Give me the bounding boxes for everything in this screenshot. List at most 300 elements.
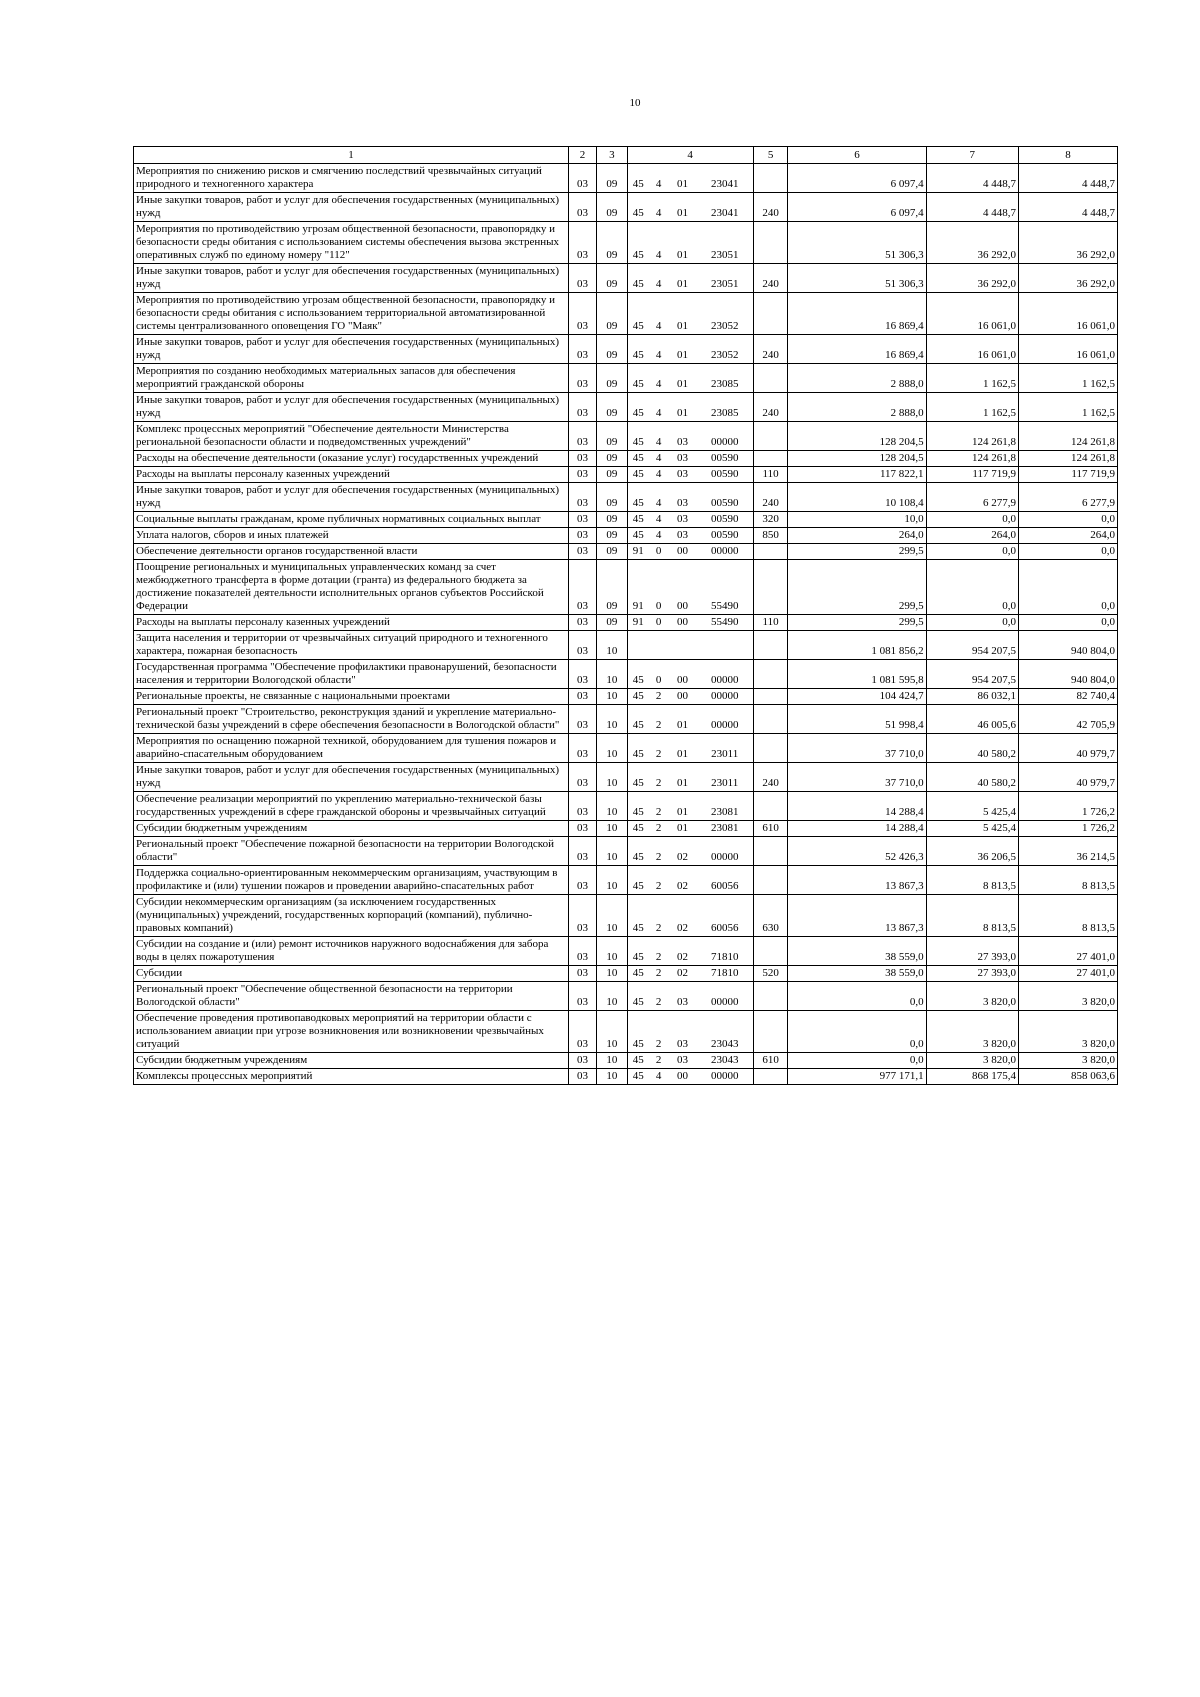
header-col-6: 6 — [788, 147, 926, 164]
cell-section: 03 — [568, 1069, 596, 1085]
cell-structure: 0 — [649, 615, 669, 631]
cell-amount-col7: 16 061,0 — [926, 335, 1018, 364]
cell-amount-col6: 1 081 856,2 — [788, 631, 926, 660]
header-col-8: 8 — [1018, 147, 1117, 164]
cell-program: 45 — [627, 689, 649, 705]
cell-structure: 2 — [649, 837, 669, 866]
cell-amount-col8: 16 061,0 — [1018, 335, 1117, 364]
cell-amount-col8: 8 813,5 — [1018, 895, 1117, 937]
cell-section: 03 — [568, 734, 596, 763]
cell-direction: 00000 — [697, 689, 754, 705]
cell-amount-col8: 0,0 — [1018, 615, 1117, 631]
cell-name: Мероприятия по противодействию угрозам общественной безопасности, правопорядку и безопасности среды обитания с использованием системы обеспечения вызова экстренных оперативных служб по единому номеру "112" — [134, 222, 569, 264]
cell-direction: 00000 — [697, 422, 754, 451]
cell-amount-col7: 3 820,0 — [926, 1053, 1018, 1069]
cell-amount-col8: 3 820,0 — [1018, 1011, 1117, 1053]
table-row — [134, 264, 1118, 293]
cell-expense-type: 610 — [753, 1053, 788, 1069]
cell-section: 03 — [568, 483, 596, 512]
cell-direction: 23081 — [697, 792, 754, 821]
cell-amount-col6: 38 559,0 — [788, 966, 926, 982]
cell-element: 03 — [668, 467, 696, 483]
cell-element: 00 — [668, 1069, 696, 1085]
cell-name: Мероприятия по созданию необходимых материальных запасов для обеспечения мероприятий гражданской обороны — [134, 364, 569, 393]
table-row — [134, 393, 1118, 422]
cell-structure: 4 — [649, 467, 669, 483]
table-row — [134, 483, 1118, 512]
cell-section: 03 — [568, 631, 596, 660]
cell-expense-type: 240 — [753, 483, 788, 512]
cell-section: 03 — [568, 792, 596, 821]
cell-expense-type — [753, 705, 788, 734]
cell-structure: 4 — [649, 364, 669, 393]
cell-expense-type — [753, 734, 788, 763]
cell-name: Расходы на выплаты персоналу казенных учреждений — [134, 467, 569, 483]
cell-expense-type — [753, 451, 788, 467]
cell-amount-col8: 36 214,5 — [1018, 837, 1117, 866]
cell-program: 45 — [627, 982, 649, 1011]
cell-amount-col7: 117 719,9 — [926, 467, 1018, 483]
cell-direction: 00590 — [697, 512, 754, 528]
cell-structure: 2 — [649, 705, 669, 734]
cell-expense-type: 240 — [753, 763, 788, 792]
cell-subsection: 09 — [597, 560, 627, 615]
cell-amount-col8: 0,0 — [1018, 544, 1117, 560]
table-row — [134, 763, 1118, 792]
cell-expense-type — [753, 792, 788, 821]
cell-amount-col7: 954 207,5 — [926, 660, 1018, 689]
cell-name: Иные закупки товаров, работ и услуг для обеспечения государственных (муниципальных) нужд — [134, 264, 569, 293]
cell-amount-col6: 117 822,1 — [788, 467, 926, 483]
cell-element: 02 — [668, 937, 696, 966]
cell-section: 03 — [568, 937, 596, 966]
cell-expense-type: 240 — [753, 335, 788, 364]
cell-subsection: 09 — [597, 483, 627, 512]
table-row — [134, 544, 1118, 560]
cell-subsection: 09 — [597, 335, 627, 364]
cell-amount-col6: 13 867,3 — [788, 895, 926, 937]
cell-subsection: 09 — [597, 544, 627, 560]
cell-structure — [649, 631, 669, 660]
cell-amount-col7: 46 005,6 — [926, 705, 1018, 734]
table-row — [134, 293, 1118, 335]
cell-structure: 2 — [649, 1053, 669, 1069]
cell-element: 01 — [668, 364, 696, 393]
cell-structure: 4 — [649, 222, 669, 264]
cell-program: 45 — [627, 528, 649, 544]
table-row — [134, 560, 1118, 615]
header-col-4: 4 — [627, 147, 753, 164]
cell-amount-col7: 1 162,5 — [926, 364, 1018, 393]
cell-element: 02 — [668, 866, 696, 895]
cell-amount-col7: 40 580,2 — [926, 763, 1018, 792]
cell-amount-col6: 51 306,3 — [788, 222, 926, 264]
cell-element: 01 — [668, 734, 696, 763]
cell-amount-col7: 8 813,5 — [926, 895, 1018, 937]
table-row — [134, 689, 1118, 705]
cell-amount-col7: 36 206,5 — [926, 837, 1018, 866]
cell-subsection: 10 — [597, 689, 627, 705]
cell-direction: 55490 — [697, 615, 754, 631]
cell-amount-col8: 36 292,0 — [1018, 264, 1117, 293]
cell-section: 03 — [568, 821, 596, 837]
cell-name: Региональные проекты, не связанные с национальными проектами — [134, 689, 569, 705]
cell-amount-col8: 27 401,0 — [1018, 966, 1117, 982]
cell-element: 02 — [668, 966, 696, 982]
cell-amount-col8: 0,0 — [1018, 512, 1117, 528]
cell-amount-col6: 14 288,4 — [788, 792, 926, 821]
cell-element: 02 — [668, 895, 696, 937]
cell-expense-type — [753, 364, 788, 393]
cell-amount-col8: 42 705,9 — [1018, 705, 1117, 734]
cell-section: 03 — [568, 364, 596, 393]
cell-amount-col8: 8 813,5 — [1018, 866, 1117, 895]
cell-structure: 0 — [649, 544, 669, 560]
cell-structure: 2 — [649, 895, 669, 937]
cell-program: 45 — [627, 734, 649, 763]
cell-amount-col6: 1 081 595,8 — [788, 660, 926, 689]
cell-amount-col7: 264,0 — [926, 528, 1018, 544]
cell-amount-col8: 1 726,2 — [1018, 792, 1117, 821]
cell-name: Субсидии на создание и (или) ремонт источников наружного водоснабжения для забора воды в целях пожаротушения — [134, 937, 569, 966]
cell-expense-type — [753, 982, 788, 1011]
cell-amount-col8: 1 726,2 — [1018, 821, 1117, 837]
cell-element — [668, 631, 696, 660]
table-row — [134, 631, 1118, 660]
cell-amount-col8: 16 061,0 — [1018, 293, 1117, 335]
cell-name: Обеспечение реализации мероприятий по укреплению материально-технической базы государственных учреждений в сфере гражданской обороны и чрезвычайных ситуаций — [134, 792, 569, 821]
cell-program: 91 — [627, 560, 649, 615]
cell-structure: 2 — [649, 821, 669, 837]
cell-name: Региональный проект "Обеспечение пожарной безопасности на территории Вологодской области" — [134, 837, 569, 866]
cell-direction: 23051 — [697, 264, 754, 293]
cell-amount-col6: 977 171,1 — [788, 1069, 926, 1085]
cell-section: 03 — [568, 705, 596, 734]
cell-structure: 4 — [649, 451, 669, 467]
cell-program: 45 — [627, 821, 649, 837]
table-row — [134, 193, 1118, 222]
cell-direction: 23081 — [697, 821, 754, 837]
cell-structure: 4 — [649, 335, 669, 364]
cell-direction: 23041 — [697, 193, 754, 222]
page-number: 10 — [629, 97, 641, 109]
cell-element: 03 — [668, 528, 696, 544]
cell-name: Поощрение региональных и муниципальных управленческих команд за счет межбюджетного трансферта в форме дотации (гранта) из федерального бюджета за достижение показателей деятельности исполнительных органов субъектов Российской Федерации — [134, 560, 569, 615]
cell-section: 03 — [568, 966, 596, 982]
cell-structure: 4 — [649, 512, 669, 528]
cell-amount-col7: 954 207,5 — [926, 631, 1018, 660]
cell-amount-col8: 1 162,5 — [1018, 393, 1117, 422]
table-body — [134, 164, 1118, 1085]
cell-direction: 23011 — [697, 734, 754, 763]
cell-expense-type — [753, 560, 788, 615]
cell-expense-type — [753, 1069, 788, 1085]
cell-program: 45 — [627, 1069, 649, 1085]
cell-name: Расходы на обеспечение деятельности (оказание услуг) государственных учреждений — [134, 451, 569, 467]
cell-subsection: 10 — [597, 734, 627, 763]
cell-direction: 00590 — [697, 451, 754, 467]
table-row — [134, 335, 1118, 364]
cell-subsection: 09 — [597, 364, 627, 393]
cell-structure: 4 — [649, 193, 669, 222]
cell-amount-col6: 51 998,4 — [788, 705, 926, 734]
cell-amount-col7: 4 448,7 — [926, 164, 1018, 193]
cell-section: 03 — [568, 512, 596, 528]
cell-structure: 2 — [649, 866, 669, 895]
cell-direction: 23052 — [697, 335, 754, 364]
cell-structure: 2 — [649, 763, 669, 792]
cell-name: Субсидии — [134, 966, 569, 982]
cell-amount-col7: 868 175,4 — [926, 1069, 1018, 1085]
cell-subsection: 10 — [597, 631, 627, 660]
cell-element: 00 — [668, 689, 696, 705]
cell-name: Уплата налогов, сборов и иных платежей — [134, 528, 569, 544]
cell-expense-type — [753, 1011, 788, 1053]
cell-subsection: 10 — [597, 705, 627, 734]
cell-program: 45 — [627, 837, 649, 866]
cell-element: 03 — [668, 982, 696, 1011]
table-row — [134, 528, 1118, 544]
cell-name: Обеспечение деятельности органов государственной власти — [134, 544, 569, 560]
cell-expense-type: 610 — [753, 821, 788, 837]
budget-table — [133, 146, 1118, 1085]
cell-section: 03 — [568, 982, 596, 1011]
cell-element: 01 — [668, 335, 696, 364]
cell-expense-type: 630 — [753, 895, 788, 937]
cell-program: 45 — [627, 293, 649, 335]
cell-program: 45 — [627, 467, 649, 483]
cell-name: Расходы на выплаты персоналу казенных учреждений — [134, 615, 569, 631]
cell-amount-col7: 4 448,7 — [926, 193, 1018, 222]
cell-amount-col7: 5 425,4 — [926, 821, 1018, 837]
cell-name: Субсидии некоммерческим организациям (за исключением государственных (муниципальных) учреждений, государственных корпораций (компаний), публично-правовых компаний) — [134, 895, 569, 937]
table-row — [134, 222, 1118, 264]
cell-amount-col8: 6 277,9 — [1018, 483, 1117, 512]
cell-name: Региональный проект "Строительство, реконструкция зданий и укрепление материально-технической базы учреждений в сфере обеспечения безопасности в Вологодской области" — [134, 705, 569, 734]
cell-structure: 2 — [649, 734, 669, 763]
table-row — [134, 1011, 1118, 1053]
cell-amount-col7: 27 393,0 — [926, 937, 1018, 966]
cell-structure: 0 — [649, 560, 669, 615]
cell-amount-col7: 36 292,0 — [926, 222, 1018, 264]
cell-amount-col6: 52 426,3 — [788, 837, 926, 866]
table-row — [134, 660, 1118, 689]
cell-direction: 23085 — [697, 364, 754, 393]
cell-amount-col6: 6 097,4 — [788, 193, 926, 222]
cell-amount-col6: 299,5 — [788, 560, 926, 615]
cell-amount-col6: 16 869,4 — [788, 293, 926, 335]
cell-structure: 4 — [649, 264, 669, 293]
cell-direction: 23043 — [697, 1011, 754, 1053]
cell-program: 91 — [627, 615, 649, 631]
header-col-2: 2 — [568, 147, 596, 164]
cell-subsection: 10 — [597, 763, 627, 792]
cell-name: Мероприятия по оснащению пожарной техникой, оборудованием для тушения пожаров и аварийно-спасательным оборудованием — [134, 734, 569, 763]
cell-subsection: 09 — [597, 467, 627, 483]
cell-element: 03 — [668, 451, 696, 467]
cell-direction: 00000 — [697, 837, 754, 866]
cell-amount-col6: 14 288,4 — [788, 821, 926, 837]
cell-section: 03 — [568, 660, 596, 689]
cell-structure: 4 — [649, 393, 669, 422]
cell-expense-type: 240 — [753, 193, 788, 222]
table-row — [134, 705, 1118, 734]
cell-name: Обеспечение проведения противопаводковых мероприятий на территории области с использованием авиации при угрозе возникновения или возникновении чрезвычайных ситуаций — [134, 1011, 569, 1053]
cell-direction: 55490 — [697, 560, 754, 615]
cell-expense-type: 320 — [753, 512, 788, 528]
cell-amount-col6: 37 710,0 — [788, 734, 926, 763]
cell-amount-col6: 128 204,5 — [788, 422, 926, 451]
cell-structure: 4 — [649, 528, 669, 544]
table-row — [134, 821, 1118, 837]
cell-structure: 2 — [649, 982, 669, 1011]
cell-amount-col6: 299,5 — [788, 544, 926, 560]
cell-amount-col8: 40 979,7 — [1018, 763, 1117, 792]
cell-expense-type — [753, 222, 788, 264]
cell-amount-col7: 86 032,1 — [926, 689, 1018, 705]
cell-subsection: 09 — [597, 451, 627, 467]
cell-section: 03 — [568, 222, 596, 264]
cell-amount-col8: 1 162,5 — [1018, 364, 1117, 393]
cell-amount-col6: 10,0 — [788, 512, 926, 528]
cell-structure: 2 — [649, 689, 669, 705]
cell-amount-col7: 40 580,2 — [926, 734, 1018, 763]
cell-expense-type — [753, 422, 788, 451]
cell-subsection: 10 — [597, 792, 627, 821]
cell-amount-col8: 4 448,7 — [1018, 164, 1117, 193]
cell-direction: 00000 — [697, 705, 754, 734]
cell-direction: 00000 — [697, 1069, 754, 1085]
cell-element: 00 — [668, 544, 696, 560]
cell-name: Региональный проект "Обеспечение общественной безопасности на территории Вологодской области" — [134, 982, 569, 1011]
cell-subsection: 09 — [597, 422, 627, 451]
cell-subsection: 09 — [597, 393, 627, 422]
cell-section: 03 — [568, 451, 596, 467]
cell-direction: 00590 — [697, 528, 754, 544]
cell-subsection: 09 — [597, 615, 627, 631]
table-row — [134, 615, 1118, 631]
cell-section: 03 — [568, 467, 596, 483]
cell-element: 02 — [668, 837, 696, 866]
table-row — [134, 895, 1118, 937]
table-row — [134, 982, 1118, 1011]
table-row — [134, 422, 1118, 451]
cell-element: 00 — [668, 560, 696, 615]
cell-amount-col8: 858 063,6 — [1018, 1069, 1117, 1085]
cell-direction: 60056 — [697, 866, 754, 895]
cell-structure: 4 — [649, 1069, 669, 1085]
cell-amount-col8: 36 292,0 — [1018, 222, 1117, 264]
cell-section: 03 — [568, 866, 596, 895]
cell-program: 45 — [627, 264, 649, 293]
cell-expense-type — [753, 164, 788, 193]
table-header-row — [134, 147, 1118, 164]
cell-element: 00 — [668, 660, 696, 689]
cell-section: 03 — [568, 1011, 596, 1053]
cell-structure: 4 — [649, 293, 669, 335]
cell-amount-col7: 8 813,5 — [926, 866, 1018, 895]
cell-program: 45 — [627, 937, 649, 966]
header-col-7: 7 — [926, 147, 1018, 164]
cell-amount-col7: 5 425,4 — [926, 792, 1018, 821]
cell-program: 91 — [627, 544, 649, 560]
cell-element: 01 — [668, 222, 696, 264]
cell-amount-col7: 36 292,0 — [926, 264, 1018, 293]
cell-amount-col7: 0,0 — [926, 544, 1018, 560]
cell-program: 45 — [627, 1053, 649, 1069]
cell-direction: 23043 — [697, 1053, 754, 1069]
cell-program — [627, 631, 649, 660]
cell-subsection: 10 — [597, 660, 627, 689]
cell-program: 45 — [627, 1011, 649, 1053]
cell-program: 45 — [627, 393, 649, 422]
cell-program: 45 — [627, 335, 649, 364]
cell-program: 45 — [627, 763, 649, 792]
cell-element: 01 — [668, 264, 696, 293]
cell-name: Субсидии бюджетным учреждениям — [134, 821, 569, 837]
cell-amount-col8: 0,0 — [1018, 560, 1117, 615]
cell-structure: 2 — [649, 937, 669, 966]
cell-direction: 23051 — [697, 222, 754, 264]
cell-subsection: 09 — [597, 164, 627, 193]
cell-name: Комплексы процессных мероприятий — [134, 1069, 569, 1085]
cell-section: 03 — [568, 335, 596, 364]
cell-expense-type: 240 — [753, 264, 788, 293]
cell-expense-type — [753, 660, 788, 689]
header-col-3: 3 — [597, 147, 627, 164]
cell-subsection: 09 — [597, 528, 627, 544]
cell-subsection: 09 — [597, 293, 627, 335]
cell-expense-type — [753, 544, 788, 560]
cell-element: 01 — [668, 193, 696, 222]
cell-subsection: 10 — [597, 821, 627, 837]
cell-amount-col6: 0,0 — [788, 1011, 926, 1053]
cell-element: 03 — [668, 512, 696, 528]
cell-direction: 00590 — [697, 467, 754, 483]
cell-amount-col7: 16 061,0 — [926, 293, 1018, 335]
table-row — [134, 512, 1118, 528]
cell-section: 03 — [568, 528, 596, 544]
cell-element: 01 — [668, 293, 696, 335]
cell-subsection: 10 — [597, 866, 627, 895]
cell-amount-col6: 51 306,3 — [788, 264, 926, 293]
cell-program: 45 — [627, 222, 649, 264]
cell-program: 45 — [627, 966, 649, 982]
cell-amount-col6: 10 108,4 — [788, 483, 926, 512]
cell-amount-col8: 940 804,0 — [1018, 631, 1117, 660]
cell-direction: 00000 — [697, 982, 754, 1011]
cell-element: 03 — [668, 1053, 696, 1069]
cell-section: 03 — [568, 895, 596, 937]
cell-amount-col6: 104 424,7 — [788, 689, 926, 705]
cell-amount-col6: 0,0 — [788, 982, 926, 1011]
cell-structure: 2 — [649, 1011, 669, 1053]
cell-element: 01 — [668, 821, 696, 837]
cell-expense-type — [753, 631, 788, 660]
cell-expense-type — [753, 293, 788, 335]
cell-program: 45 — [627, 483, 649, 512]
cell-amount-col8: 4 448,7 — [1018, 193, 1117, 222]
cell-section: 03 — [568, 293, 596, 335]
cell-amount-col8: 3 820,0 — [1018, 1053, 1117, 1069]
cell-name: Иные закупки товаров, работ и услуг для обеспечения государственных (муниципальных) нужд — [134, 193, 569, 222]
cell-element: 03 — [668, 483, 696, 512]
cell-program: 45 — [627, 660, 649, 689]
cell-direction: 60056 — [697, 895, 754, 937]
cell-amount-col6: 0,0 — [788, 1053, 926, 1069]
cell-section: 03 — [568, 1053, 596, 1069]
cell-subsection: 10 — [597, 1069, 627, 1085]
